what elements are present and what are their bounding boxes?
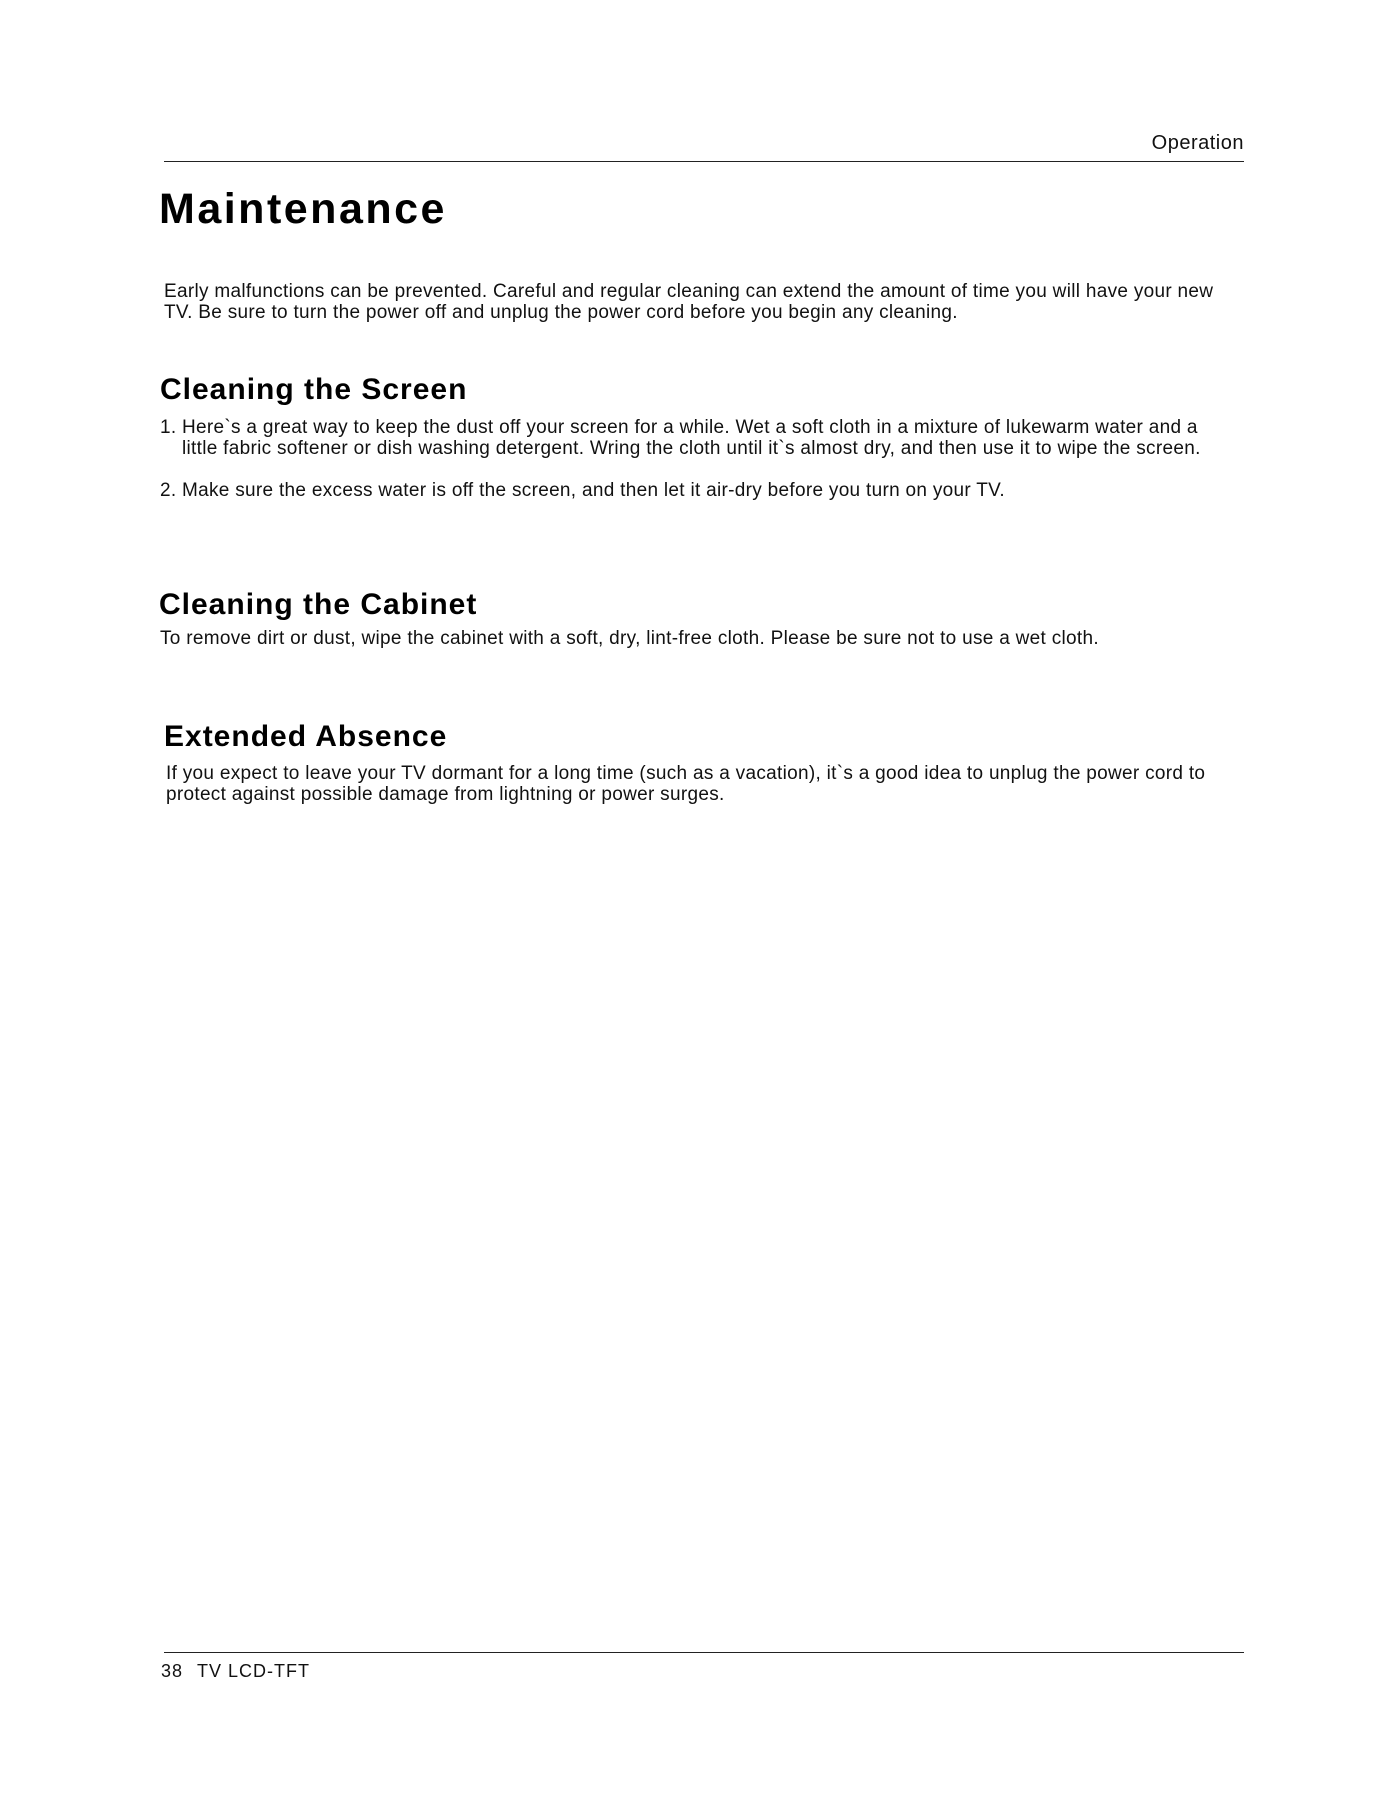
cleaning-screen-step-1 — [160, 417, 1220, 459]
running-header-section: Operation — [1151, 132, 1244, 154]
intro-paragraph: Early malfunctions can be prevented. Careful and regular cleaning can extend the amount of time you will have your new TV. Be sure to turn the power off and unplug the power cord before you begin any cleaning. — [164, 281, 1214, 323]
cleaning-cabinet-heading: Cleaning the Cabinet — [159, 588, 478, 621]
page-title: Maintenance — [159, 185, 447, 233]
cleaning-screen-step-2 — [160, 480, 1220, 501]
cleaning-screen-heading: Cleaning the Screen — [160, 373, 468, 406]
step-text: Here`s a great way to keep the dust off your screen for a while. Wet a soft cloth in a mixture of lukewarm water and a little fabric softener or dish washing detergent. Wring the cloth until it`s almost dry, and then use it to wipe the screen. — [182, 417, 1201, 459]
header-rule — [164, 161, 1244, 162]
extended-absence-heading: Extended Absence — [164, 720, 448, 753]
cleaning-cabinet-paragraph: To remove dirt or dust, wipe the cabinet with a soft, dry, lint-free cloth. Please be sure not to use a wet cloth. — [160, 628, 1099, 649]
page-footer — [161, 1661, 310, 1682]
footer-rule — [164, 1652, 1244, 1653]
step-text: Make sure the excess water is off the screen, and then let it air-dry before you turn on your TV. — [182, 480, 1005, 501]
extended-absence-paragraph: If you expect to leave your TV dormant for a long time (such as a vacation), it`s a good idea to unplug the power cord to protect against possible damage from lightning or power surges. — [166, 763, 1206, 805]
page-number: 38 — [161, 1661, 184, 1681]
product-name: TV LCD-TFT — [197, 1661, 311, 1681]
step-number: 1. — [160, 417, 177, 438]
cleaning-screen-steps — [160, 417, 1220, 501]
step-number: 2. — [160, 480, 177, 501]
